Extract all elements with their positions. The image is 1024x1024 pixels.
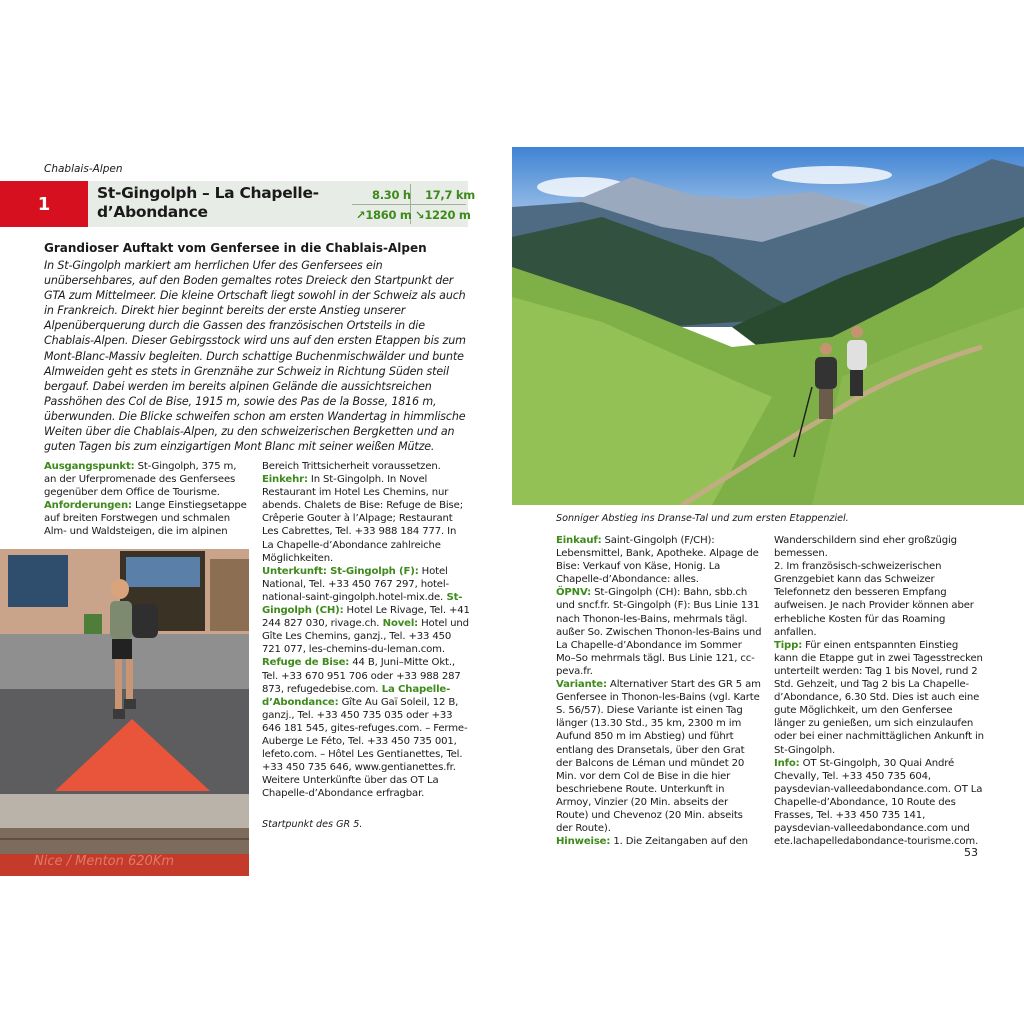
region-label: Chablais-Alpen — [44, 163, 123, 175]
unterkunft-place-5: La Chapelle-d’Abondance: — [262, 683, 451, 708]
oepnv-label: ÖPNV: — [556, 587, 592, 599]
unterkunft-text-3: Hotel und Gîte Les Chemins, ganzj., Tel. +33 450 721 077, les-chemins-du-leman.com. — [262, 618, 469, 656]
ascent-icon: ↗ — [356, 208, 366, 222]
unterkunft-text-1: Hotel National, Tel. +33 450 767 297, hotel-national-saint-gingolph.hotel-mix.de. — [262, 565, 449, 603]
tipp-text: Für einen entspannten Einstieg kann die Etappe gut in zwei Tagesstrecken unterteilt werden: Tag 1 bis Novel, rund 2 Std. Gehzeit, und Tag 2 bis La Chapelle-d’Abondance, 6.30 Std. Dies ist auch eine gute Möglichkeit, um den Genfersee länger zu genießen, um sich einzulaufen oder bei einer nachmittäglichen Ankunft in St-Gingolph. — [774, 639, 984, 756]
info-text: OT St-Gingolph, 30 Quai André Chevally, Tel. +33 450 735 604, paysdevian-valleedabondance.com. OT La Chapelle-d’Abondance, 10 Route des Frasses, Tel. +33 450 735 141, paysdevian-valleedabondance.com und ete.lachapelledabondance-tourisme.com. — [774, 757, 983, 848]
einkauf-text: Saint-Gingolph (F/CH): Lebensmittel, Bank, Apotheke. Alpage de Bise: Verkauf von Käse, Honig. La Chapelle-d’Abondance: alles. — [556, 535, 759, 586]
variante-label: Variante: — [556, 679, 607, 691]
unterkunft-place-1: St-Gingolph (F): — [326, 565, 419, 577]
ausgangspunkt-label: Ausgangspunkt: — [44, 461, 135, 472]
tour-title: St-Gingolph – La Chapelle-d’Abondance — [97, 184, 319, 221]
lead-body: In St-Gingolph markiert am herrlichen Ufer des Genfersees ein unübersehbares, auf den Boden gemaltes rotes Dreieck den Startpunkt der GTA zum Mittelmeer. Die kleine Ortschaft liegt sowohl in der Schweiz als auch in Frankreich. Direkt hier beginnt bereits der erste Anstieg unserer Alpenüberquerung durch die Gassen des französischen Ortsteils in die Chablais-Alpen. Dieser Gebirgsstock wird uns auf den ersten Etappen bis zum Mont-Blanc-Massiv begleiten. Durch schattige Buchenmischwälder und bunte Almweiden geht es stets in Grenznähe zur Schweiz in Richtung Süden steil bergauf. Dabei werden im bereits alpinen Gelände die aussichtsreichen Passhöhen des Col de Bise, 1915 m, sowie des Pas de la Bosse, 1816 m, überwunden. Die Blicke schweifen schon am ersten Wandertag in himmlische Weiten über die Chablais-Alpen, zu den schweizerischen Bergketten und an guten Tagen bis zum einzigartigen Mont Blanc mit seiner weißen Mütze. — [44, 259, 466, 454]
tour-number: 1 — [0, 181, 88, 227]
page-number: 53 — [964, 846, 978, 859]
anforderungen-label: Anforderungen: — [44, 500, 132, 512]
unterkunft-text-5: Gîte Au Gaï Soleil, 12 B, ganzj., Tel. +33 450 735 035 oder +33 646 181 545, gites-refuges.com. – Ferme-Auberge Le Féto, Tel. +33 450 735 001, lefeto.com. – Hôtel Les Gentianettes, Tel. +33 450 735 646, www.gentianettes.fr. Weitere Unterkünfte über das OT La Chapelle-d’Abondance erfragbar. — [262, 696, 468, 800]
ground-marker-text: Nice / Menton 620Km — [34, 854, 175, 869]
mountain-photo — [512, 147, 1024, 505]
unterkunft-place-4: Refuge de Bise: — [262, 657, 350, 669]
info-column-3 — [556, 534, 762, 848]
tour-distance: 17,7 km — [425, 188, 475, 202]
unterkunft-text-2: Hotel Le Rivage, Tel. +41 244 827 030, rivage.ch. — [262, 605, 470, 630]
unterkunft-place-3: Novel: — [379, 618, 419, 630]
anforderungen-continued: Bereich Trittsicherheit voraussetzen. — [262, 461, 441, 472]
info-column-2 — [262, 460, 470, 800]
unterkunft-text-4: 44 B, Juni–Mitte Okt., Tel. +33 670 951 706 oder +33 988 287 873, refugedebise.com. — [262, 657, 461, 695]
einkehr-text: In St-Gingolph. In Novel Restaurant im Hotel Les Chemins, nur abends. Chalets de Bise: Refuge de Bise; Crêperie Gouter à l’Alpage; Restaurant Les Cabrettes, Tel. +33 988 184 777. In La Chapelle-d’Abondance zahlreiche Möglichkeiten. — [262, 474, 463, 564]
einkehr-label: Einkehr: — [262, 474, 308, 486]
anforderungen-text: Lange Einstiegsetappe auf breiten Forstwegen und schmalen Alm- und Waldsteigen, die im alpinen — [44, 500, 247, 538]
unterkunft-place-2: St-Gingolph (CH): — [262, 591, 463, 617]
right-photo-caption: Sonniger Abstieg ins Dranse-Tal und zum ersten Etappenziel. — [556, 513, 849, 524]
stat-divider — [352, 204, 466, 205]
hinweise-2: 2. Im französisch-schweizerischen Grenzgebiet kann das Schweizer Telefonnetz den besseren Empfang aufweisen. Je nach Provider können aber erhebliche Kosten für das Roaming anfallen. — [774, 561, 974, 638]
tour-ascent — [356, 208, 412, 222]
tipp-label: Tipp: — [774, 639, 803, 651]
ausgangspunkt-text: St-Gingolph, 375 m, an der Uferpromenade des Genfersees gegenüber dem Office de Tourisme. — [44, 461, 237, 499]
mountain-illustration — [512, 147, 1024, 505]
descent-icon: ↘ — [415, 208, 425, 222]
left-photo-caption: Startpunkt des GR 5. — [262, 819, 363, 830]
einkauf-label: Einkauf: — [556, 535, 602, 546]
descent-value: 1220 m — [424, 208, 471, 222]
info-column-4 — [774, 534, 984, 848]
tour-descent — [415, 208, 471, 222]
oepnv-text: St-Gingolph (CH): Bahn, sbb.ch und sncf.fr. St-Gingolph (F): Bus Linie 131 nach Thonon-les-Bains, mehrmals tägl. außer So. Zwischen Thonon-les-Bains und La Chapelle-d’Abondance im Sommer Mo–So mehrmals tägl. Bus Linie 121, cc-peva.fr. — [556, 587, 762, 677]
unterkunft-label: Unterkunft: — [262, 565, 327, 577]
variante-text: Alternativer Start des GR 5 am Genfersee in Thonon-les-Bains (vgl. Karte S. 56/57). Diese Variante ist einen Tag länger (13.30 Std., 35 km, 2300 m im Aufund 850 m im Abstieg) und führt entlang des Dransetals, über den Grat der Balcons de Léman und mündet 20 Min. vor dem Col de Bise in die hier beschriebene Route. Unterkunft in Armoy, Vinzier (20 Min. abseits der Route) und Chevenoz (20 Min. abseits der Route). — [556, 679, 761, 835]
lead-heading: Grandioser Auftakt vom Genfersee in die Chablais-Alpen — [44, 241, 427, 255]
hinweise-continued: Wanderschildern sind eher großzügig bemessen. — [774, 535, 957, 560]
start-point-illustration — [0, 549, 249, 876]
start-point-photo — [0, 549, 249, 876]
ascent-value: 1860 m — [365, 208, 412, 222]
tour-duration: 8.30 h — [372, 188, 411, 202]
hinweise-label: Hinweise: — [556, 836, 611, 848]
info-label: Info: — [774, 757, 800, 769]
info-column-1 — [44, 460, 250, 539]
hinweise-text: 1. Die Zeitangaben auf den — [610, 836, 748, 848]
